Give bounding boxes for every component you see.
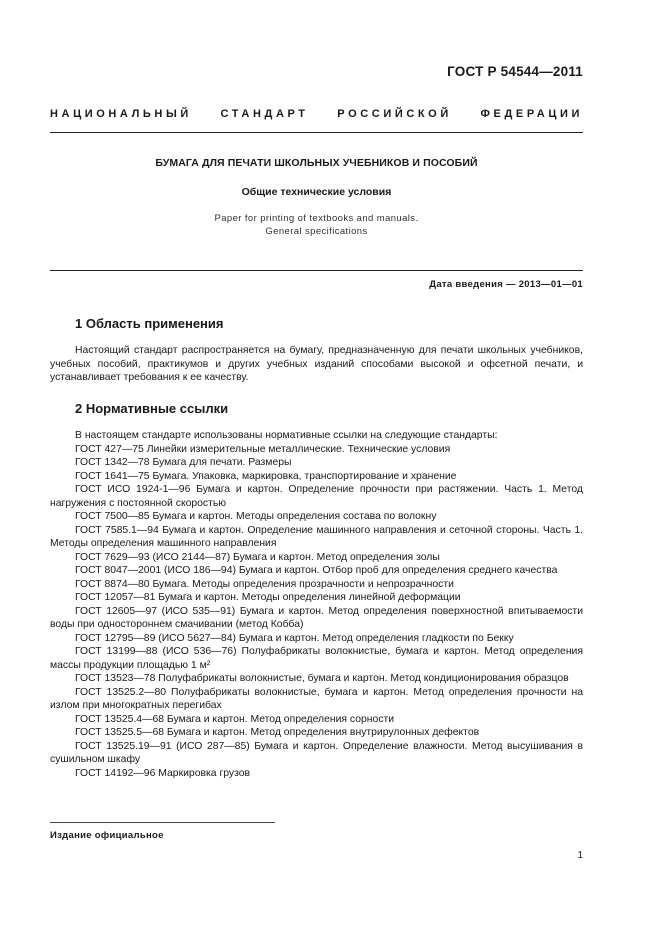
- reference-item: ГОСТ 1342—78 Бумага для печати. Размеры: [75, 457, 292, 468]
- document-subtitle: Общие технические условия: [241, 186, 392, 198]
- national-standard-banner: НАЦИОНАЛЬНЫЙ СТАНДАРТ РОССИЙСКОЙ ФЕДЕРАЦИИ: [50, 108, 583, 120]
- section-2-heading: 2 Нормативные ссылки: [75, 401, 229, 416]
- reference-item: ГОСТ 13199—88 (ИСО 536—76) Полуфабрикаты волокнистые, бумага и картон. Метод определения массы продукции площадью 1 м²: [50, 646, 583, 671]
- page-number: 1: [577, 850, 583, 861]
- reference-item: ГОСТ 14192—96 Маркировка грузов: [75, 767, 251, 779]
- references-intro: В настоящем стандарте использованы нормативные ссылки на следующие стандарты:: [75, 430, 498, 441]
- reference-item: ГОСТ 7500—85 Бумага и картон. Методы определения состава по волокну: [75, 511, 437, 522]
- section-1-body: Настоящий стандарт распространяется на бумагу, предназначенную для печати школьных учебников, учебных пособий, практикумов и других учебных изданий способами высокой и офсетной печати, и устанавливает требования к ее качеству.: [50, 345, 583, 383]
- reference-item: ГОСТ 427—75 Линейки измерительные металлические. Технические условия: [75, 443, 451, 455]
- reference-item: ГОСТ 13525.5—68 Бумага и картон. Метод определения внутрирулонных дефектов: [75, 727, 480, 738]
- top-divider: [50, 132, 583, 133]
- reference-item: ГОСТ ИСО 1924-1—96 Бумага и картон. Определение прочности при растяжении. Часть 1. Метод нагружения с постоянной скоростью: [50, 484, 583, 509]
- reference-item: ГОСТ 13525.4—68 Бумага и картон. Метод определения сорности: [75, 713, 395, 725]
- middle-divider: [50, 270, 583, 271]
- reference-item: ГОСТ 12057—81 Бумага и картон. Методы определения линейной деформации: [75, 592, 461, 603]
- reference-item: ГОСТ 8874—80 Бумага. Методы определения прозрачности и непрозрачности: [75, 578, 454, 590]
- reference-item: ГОСТ 12795—89 (ИСО 5627—84) Бумага и картон. Метод определения гладкости по Бекку: [75, 632, 514, 644]
- reference-item: ГОСТ 12605—97 (ИСО 535—91) Бумага и картон. Метод определения поверхностной впитываемости воды при одностороннем смачивании (метод Кобба): [50, 605, 583, 630]
- footer-divider: [50, 822, 275, 823]
- reference-item: ГОСТ 13523—78 Полуфабрикаты волокнистые, бумага и картон. Метод кондиционирования образцов: [75, 673, 569, 684]
- reference-item: ГОСТ 8047—2001 (ИСО 186—94) Бумага и картон. Отбор проб для определения среднего качества: [75, 565, 558, 576]
- reference-item: ГОСТ 7629—93 (ИСО 2144—87) Бумага и картон. Метод определения золы: [75, 551, 440, 563]
- english-title-line-2: General specifications: [265, 226, 368, 237]
- reference-item: ГОСТ 13525.2—80 Полуфабрикаты волокнистые, бумага и картон. Метод определения прочности на излом при многократных перегибах: [50, 686, 583, 711]
- normative-references-list: [50, 429, 583, 780]
- reference-item: ГОСТ 7585.1—94 Бумага и картон. Определение машинного направления и сеточной стороны. Часть 1. Методы определения машинного направления: [50, 524, 583, 549]
- english-title-line-1: Paper for printing of textbooks and manuals.: [214, 213, 419, 224]
- document-code: ГОСТ Р 54544—2011: [447, 64, 583, 79]
- official-edition-note: Издание официальное: [50, 830, 164, 841]
- document-title: БУМАГА ДЛЯ ПЕЧАТИ ШКОЛЬНЫХ УЧЕБНИКОВ И ПОСОБИЙ: [155, 157, 478, 169]
- introduction-date: Дата введения — 2013—01—01: [429, 279, 583, 290]
- section-1-heading: 1 Область применения: [75, 316, 224, 331]
- english-title: [50, 212, 583, 238]
- reference-item: ГОСТ 1641—75 Бумага. Упаковка, маркировка, транспортирование и хранение: [75, 470, 457, 482]
- reference-item: ГОСТ 13525.19—91 (ИСО 287—85) Бумага и картон. Определение влажности. Метод высушивания в сушильном шкафу: [50, 740, 583, 765]
